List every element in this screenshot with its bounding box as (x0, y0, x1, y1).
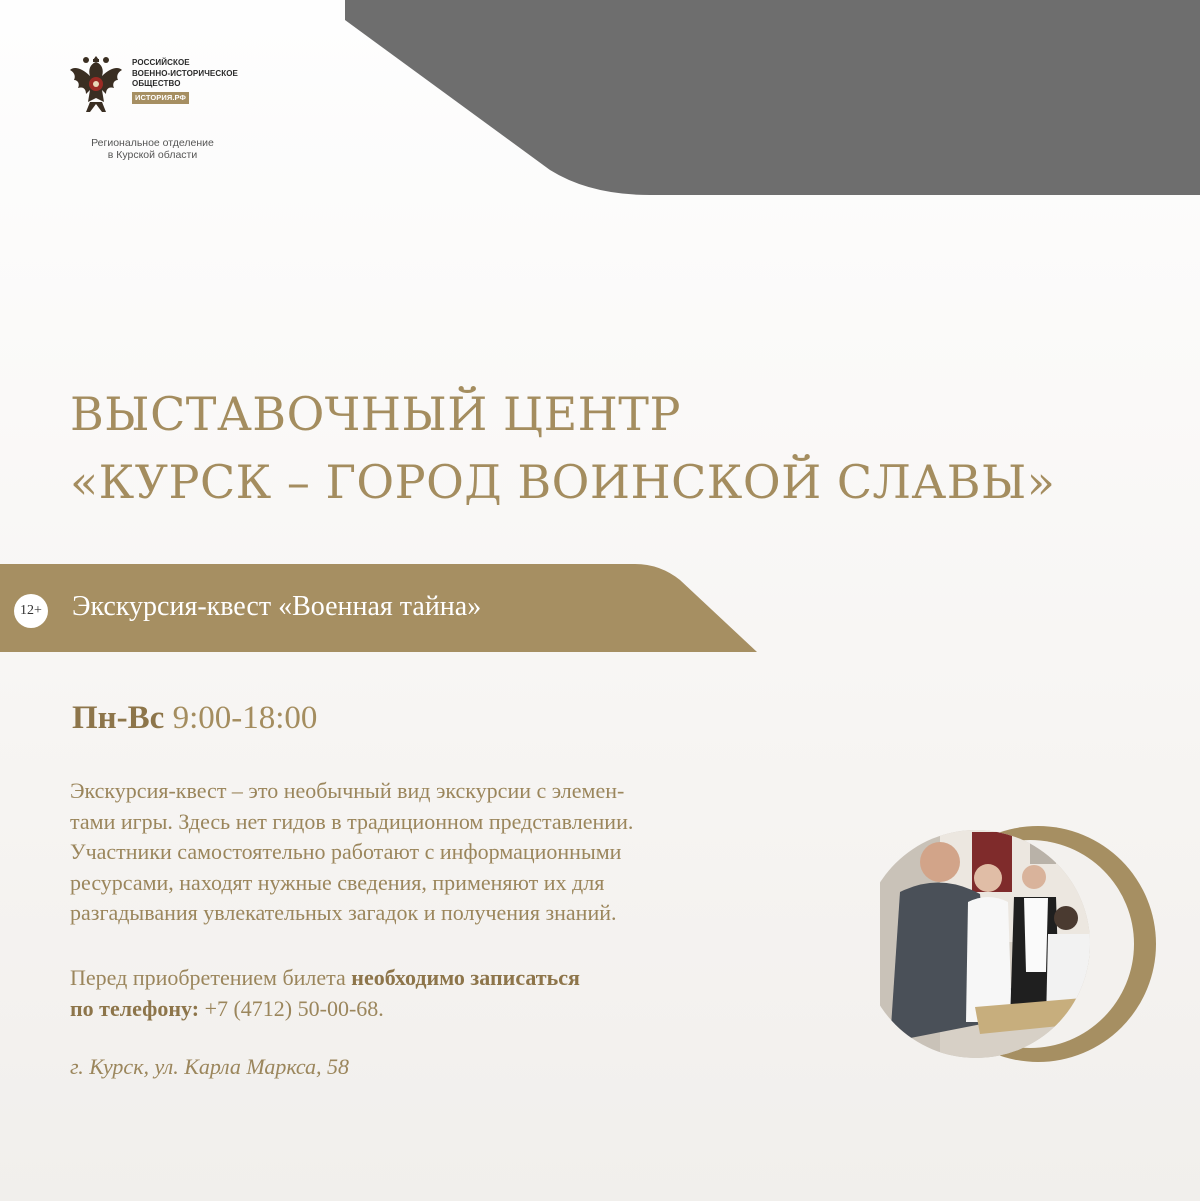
schedule-time: 9:00-18:00 (172, 700, 318, 736)
phone-number[interactable]: +7 (4712) 50-00-68. (199, 995, 384, 1021)
schedule-days: Пн-Вс (72, 700, 165, 736)
description-line: ресурсами, находят нужные сведения, применяют их для (70, 869, 605, 895)
page-title (70, 380, 1055, 516)
address: г. Курск, ул. Карла Маркса, 58 (70, 1054, 350, 1079)
region-line: Региональное отделение (91, 137, 214, 149)
event-description (70, 776, 830, 929)
regional-branch-label (80, 137, 225, 161)
event-name: Экскурсия-квест «Военная тайна» (72, 591, 482, 622)
org-name-line: ВОЕННО-ИСТОРИЧЕСКОЕ (132, 68, 238, 78)
description-line: Экскурсия-квест – это необычный вид экскурсии с элемен- (70, 778, 625, 803)
description-line: тами игры. Здесь нет гидов в традиционном представлении. (70, 808, 634, 834)
history-rf-badge: ИСТОРИЯ.РФ (132, 92, 189, 105)
booking-by-phone: по телефону: (70, 995, 200, 1021)
title-line-2: «КУРСК – ГОРОД ВОИНСКОЙ СЛАВЫ» (70, 455, 1056, 509)
description-line: Участники самостоятельно работают с информационными (70, 839, 622, 864)
opening-hours (72, 700, 317, 737)
organization-name (132, 58, 238, 104)
booking-note (70, 963, 580, 1024)
booking-required: необходимо записаться (351, 965, 580, 990)
org-name-line: ОБЩЕСТВО (132, 79, 181, 88)
double-headed-eagle-emblem (68, 50, 124, 116)
booking-prefix: Перед приобретением билета (70, 965, 352, 990)
org-name-line: РОССИЙСКОЕ (132, 58, 190, 67)
excursion-photo-block (880, 822, 1200, 1062)
title-line-1: ВЫСТАВОЧНЫЙ ЦЕНТР (70, 387, 681, 441)
description-line: разгадывания увлекательных загадок и получения знаний. (70, 900, 617, 925)
region-line: в Курской области (107, 149, 198, 161)
age-rating-badge: 12+ (14, 594, 48, 628)
